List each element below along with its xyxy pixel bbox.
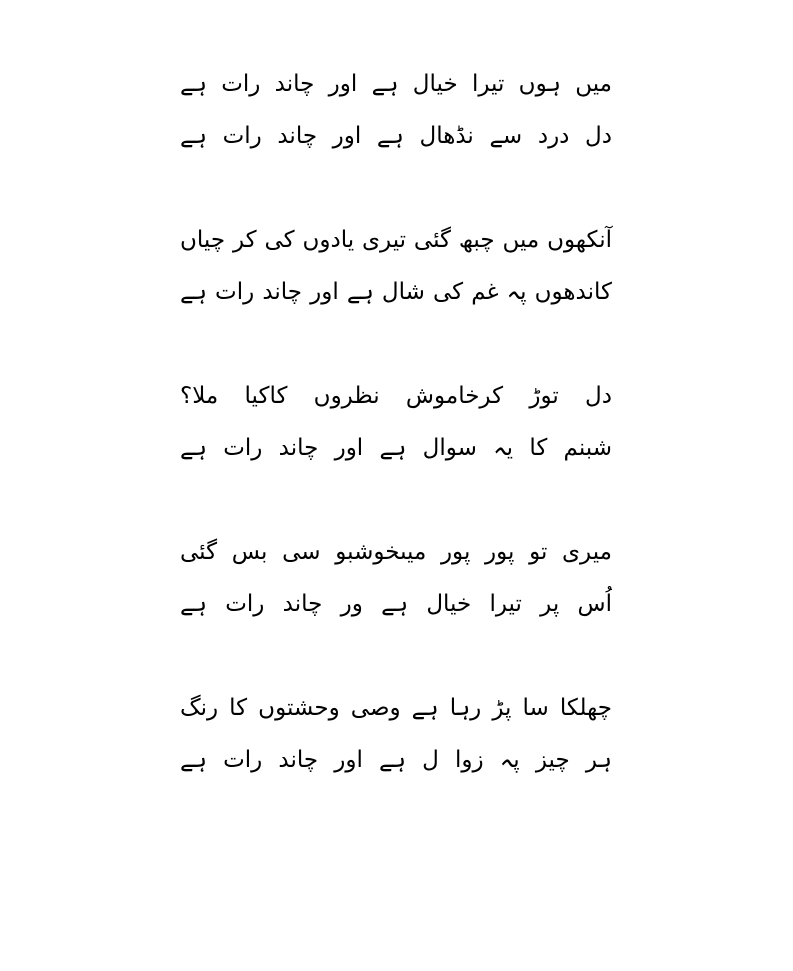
verse-line: چھلکا سا پڑ رہا ہے وصی وحشتوں کا رنگ: [180, 695, 612, 721]
verse-line: میری تو پور پور میںخوشبو سی بس گئی: [180, 539, 612, 565]
stanza-2: [180, 214, 612, 318]
stanza-5: [180, 682, 612, 786]
stanza-1: [180, 58, 612, 162]
verse-line: آنکھوں میں چبھ گئی تیری یادوں کی کر چیاں: [180, 227, 612, 253]
verse-line: میں ہوں تیرا خیال ہے اور چاند رات ہے: [180, 71, 612, 97]
verse-line: اُس پر تیرا خیال ہے ور چاند رات ہے: [180, 591, 612, 617]
verse-line: کاندھوں پہ غم کی شال ہے اور چاند رات ہے: [180, 279, 612, 305]
verse-line: دل توڑ کرخاموش نظروں کاکیا ملا؟: [180, 383, 612, 409]
stanza-3: [180, 370, 612, 474]
verse-line: ہر چیز پہ زوا ل ہے اور چاند رات ہے: [180, 747, 612, 773]
poem: [180, 58, 612, 838]
verse-line: شبنم کا یہ سوال ہے اور چاند رات ہے: [180, 435, 612, 461]
stanza-4: [180, 526, 612, 630]
verse-line: دل درد سے نڈھال ہے اور چاند رات ہے: [180, 123, 612, 149]
